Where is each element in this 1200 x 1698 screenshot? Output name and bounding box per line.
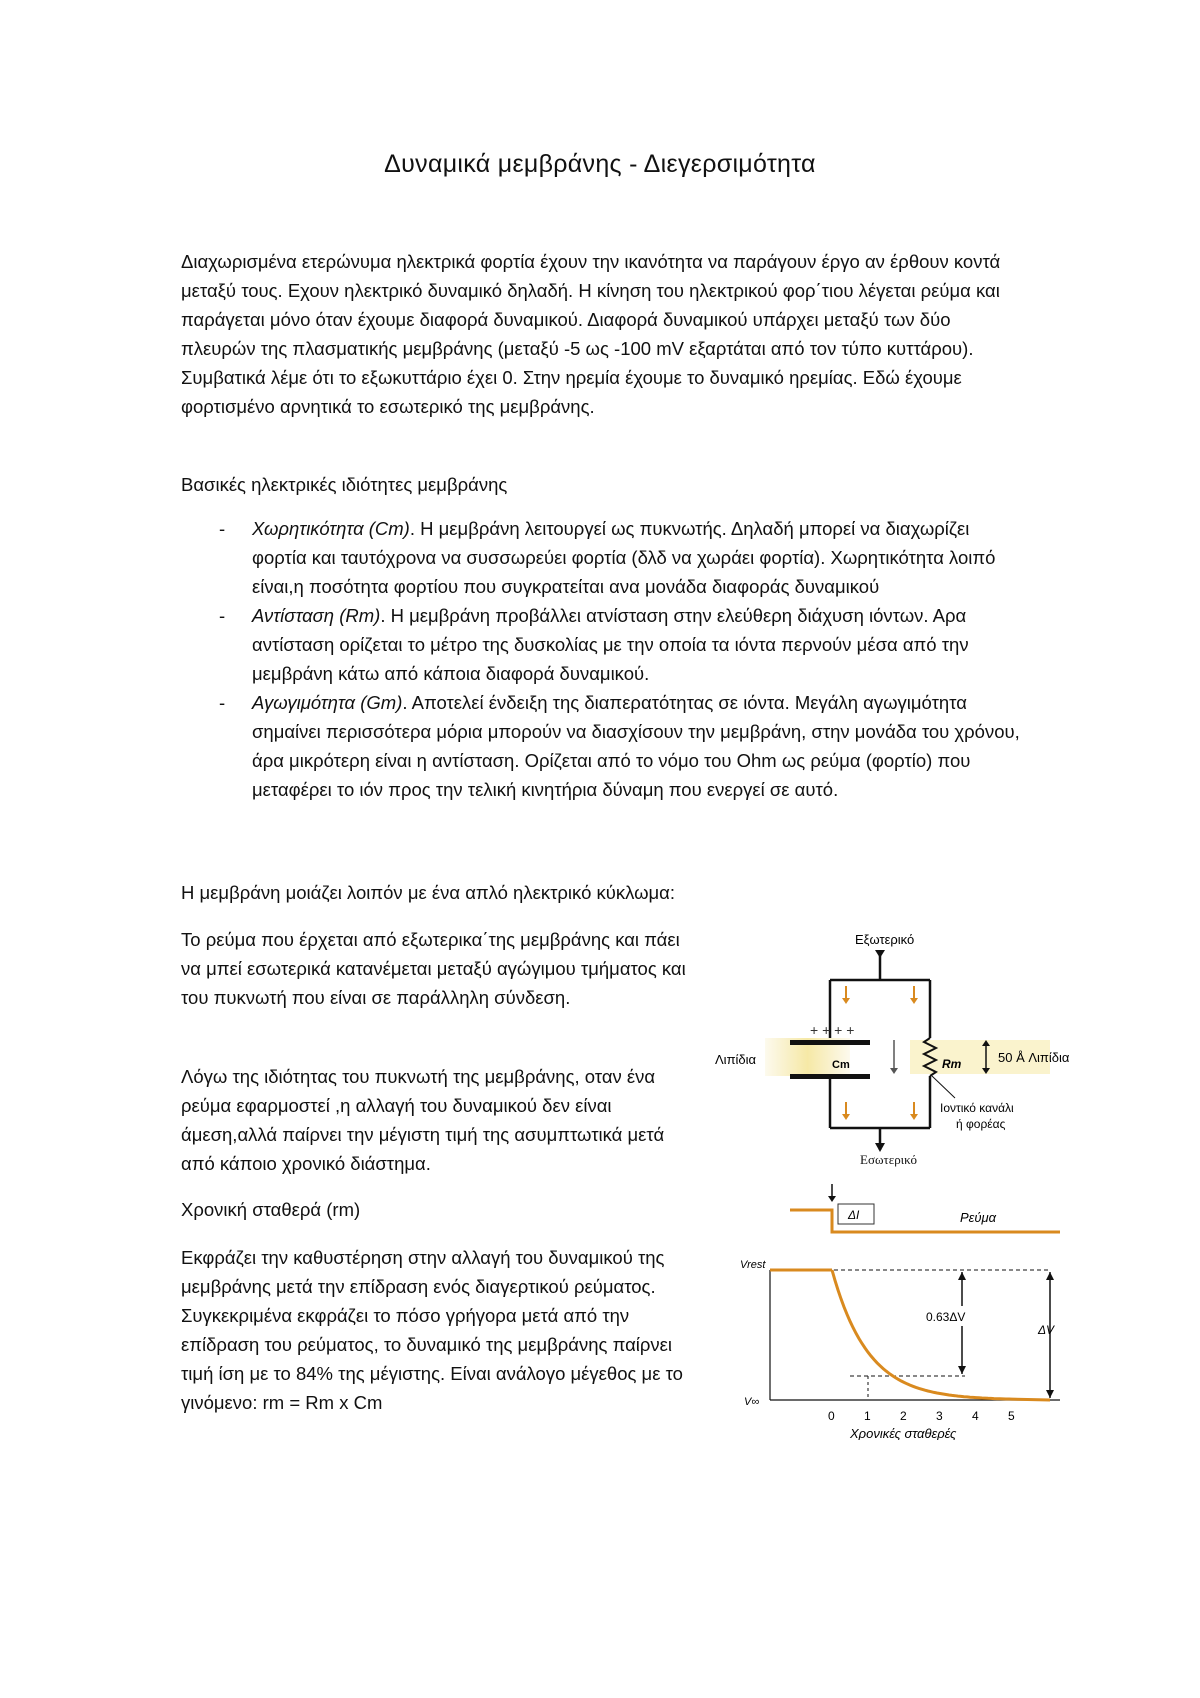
page-title: Δυναμικά μεμβράνης - Διεγερσιμότητα	[384, 150, 816, 178]
property-text: . Η μεμβράνη προβάλλει ατνίσταση στην ελεύθερη διάχυση ιόντων. Αρα αντίσταση ορίζεται το μέτρο της δυσκολίας με την οποία τα ιόντα περνούν μέσα από την μεμβράνη κάτω από κάποια διαφορά δυναμικού.	[252, 605, 969, 684]
x-tick: 5	[1008, 1409, 1015, 1423]
cm-label: Cm	[832, 1059, 850, 1071]
lipids-right-label: 50 Å Λιπίδια	[998, 1050, 1070, 1065]
delta-v-label: ΔV	[1038, 1323, 1055, 1337]
delta-i-label: ΔI	[848, 1208, 860, 1222]
channel-label: Ιοντικό κανάλι	[940, 1101, 1014, 1115]
rm-label: Rm	[942, 1057, 962, 1071]
x-tick: 2	[900, 1409, 907, 1423]
x-tick: 3	[936, 1409, 943, 1423]
property-text: . Αποτελεί ένδειξη της διαπερατότητας σε ιόντα. Μεγάλη αγωγιμότητα σημαίνει περισσότερα μόρια μπορούν να διασχίσουν την μεμβράνη, στην μονάδα του χρόνου, άρα μικρότερη είναι η αντίσταση. Ορίζεται από το νόμο του Ohm ως ρεύμα (φορτίο) που μεταφέρει το ιόν προς την τελική κινητήρια δύναμη που ενεργεί σε αυτό.	[252, 692, 1020, 800]
bullet-dash: -	[219, 692, 226, 713]
property-item-conductance	[181, 688, 1021, 804]
v-rest-label: Vrest	[740, 1259, 766, 1271]
x-axis-label: Χρονικές σταθερές	[850, 1426, 957, 1440]
property-item-resistance	[181, 601, 1021, 688]
property-term: Αγωγιμότητα (Gm)	[252, 692, 403, 713]
exterior-label: Εξωτερικό	[855, 932, 915, 947]
current-paragraph: Το ρεύμα που έρχεται από εξωτερικα΄της μεμβράνης και πάει να μπεί εσωτερικά κατανέμεται μεταξύ αγώγιμου τμήματος και του πυκνωτή που είναι σε παράλληλη σύνδεση.	[181, 929, 686, 1008]
circuit-intro: Η μεμβράνη μοιάζει λοιπόν με ένα απλό ηλεκτρικό κύκλωμα:	[181, 882, 676, 903]
x-tick: 4	[972, 1409, 979, 1423]
x-axis-ticks	[828, 1409, 1015, 1423]
membrane-circuit-figure	[710, 928, 1110, 1158]
time-constant-paragraph: Εκφράζει την καθυστέρηση στην αλλαγή του δυναμικού της μεμβράνης μετά την επίδραση ενός διαγερτικού ρεύματος. Συγκεκριμένα εκφράζει το πόσο γρήγορα μετά από την επίδραση του ρεύματος, το δυναμικό της μεμβράνης παίρνει τιμή ίση με το 84% της μέγιστης. Είναι ανάλογο μέγεθος με το γινόμενο: rm = Rm x Cm	[181, 1247, 683, 1413]
current-label: Ρεύμα	[960, 1210, 997, 1225]
property-list	[181, 514, 1021, 804]
decay-curve-tail	[832, 1270, 1050, 1400]
property-term: Χωρητικότητα (Cm)	[252, 518, 410, 539]
bullet-dash: -	[219, 605, 226, 626]
fraction-label: 0.63ΔV	[926, 1310, 966, 1324]
x-tick: 0	[828, 1409, 835, 1423]
lipids-left-label: Λιπίδια	[715, 1052, 757, 1067]
carrier-label: ή φορέας	[956, 1117, 1006, 1131]
plus-charges: + + + +	[810, 1022, 855, 1038]
time-constant-heading: Χρονική σταθερά (rm)	[181, 1199, 361, 1220]
time-constant-figure	[720, 1180, 1100, 1440]
section-heading: Βασικές ηλεκτρικές ιδιότητες μεμβράνης	[181, 474, 508, 495]
interior-label-html: Εσωτερικό	[860, 1152, 917, 1167]
property-text: . Η μεμβράνη λειτουργεί ως πυκνωτής. Δηλαδή μπορεί να διαχωρίζει φορτία και ταυτόχρονα να συσσωρεύει φορτία (δλδ να χωράει φορτία). Χωρητικότητα λοιπό είναι,η ποσότητα φορτίου που συγκρατείται ανα μονάδα διαφοράς δυναμικού	[252, 518, 996, 597]
v-inf-label: V∞	[744, 1396, 760, 1408]
property-term: Αντίσταση (Rm)	[252, 605, 381, 626]
capacitor-paragraph: Λόγω της ιδιότητας του πυκνωτή της μεμβράνης, οταν ένα ρεύμα εφαρμοστεί ,η αλλαγή του δυναμικού δεν είναι άμεση,αλλά παίρνει την μέγιστη τιμή της ασυμπτωτικά μετά από κάποιο χρονικό διάστημα.	[181, 1066, 665, 1174]
bullet-dash: -	[219, 518, 226, 539]
x-tick: 1	[864, 1409, 871, 1423]
property-item-capacitance	[181, 514, 1021, 601]
intro-paragraph: Διαχωρισμένα ετερώνυμα ηλεκτρικά φορτία έχουν την ικανότητα να παράγουν έργο αν έρθουν κοντά μεταξύ τους. Εχουν ηλεκτρικό δυναμικό δηλαδή. Η κίνηση του ηλεκτρικού φορ΄τιου λέγεται ρεύμα και παράγεται μόνο όταν έχουμε διαφορά δυναμικού. Διαφορά δυναμικού υπάρχει μεταξύ των δύο πλευρών της πλασματικής μεμβράνης (μεταξύ -5 ως -100 mV εξαρτάται από τον τύπο κυττάρου). Συμβατικά λέμε ότι το εξωκυττάριο έχει 0. Στην ηρεμία έχουμε το δυναμικό ηρεμίας. Εδώ έχουμε φορτισμένο αρνητικά το εσωτερικό της μεμβράνης.	[181, 251, 1001, 417]
